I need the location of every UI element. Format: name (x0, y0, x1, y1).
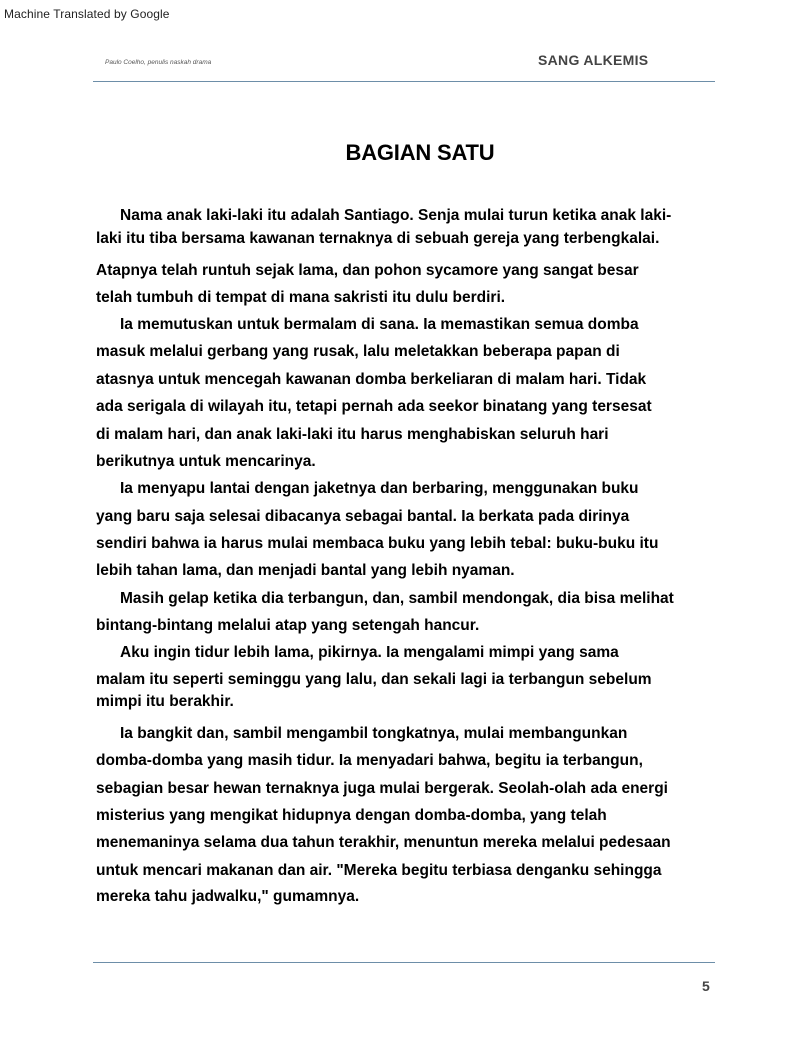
text-line: masuk melalui gerbang yang rusak, lalu meletakkan beberapa papan di (96, 343, 620, 360)
footer-rule (93, 962, 715, 963)
text-line: atasnya untuk mencegah kawanan domba berkeliaran di malam hari. Tidak (96, 371, 647, 388)
text-line: berikutnya untuk mencarinya. (96, 453, 316, 470)
header-rule (93, 81, 715, 82)
text-line: ada serigala di wilayah itu, tetapi pernah ada seekor binatang yang tersesat (96, 398, 652, 415)
text-line: malam itu seperti seminggu yang lalu, dan sekali lagi ia terbangun sebelum (96, 671, 652, 688)
text-line: Ia menyapu lantai dengan jaketnya dan berbaring, menggunakan buku (120, 480, 639, 497)
text-line: misterius yang mengikat hidupnya dengan domba-domba, yang telah (96, 807, 607, 824)
text-line: sendiri bahwa ia harus mulai membaca buku yang lebih tebal: buku-buku itu (96, 535, 659, 552)
text-line: di malam hari, dan anak laki-laki itu harus menghabiskan seluruh hari (96, 426, 609, 443)
text-line: sebagian besar hewan ternaknya juga mulai bergerak. Seolah-olah ada energi (96, 780, 668, 797)
text-line: mereka tahu jadwalku," gumamnya. (96, 888, 360, 905)
text-line: telah tumbuh di tempat di mana sakristi itu dulu berdiri. (96, 289, 506, 306)
text-line: menemaninya selama dua tahun terakhir, menuntun mereka melalui pedesaan (96, 834, 671, 851)
text-line: Ia bangkit dan, sambil mengambil tongkatnya, mulai membangunkan (120, 725, 628, 742)
text-line: yang baru saja selesai dibacanya sebagai bantal. Ia berkata pada dirinya (96, 508, 630, 525)
chapter-title: BAGIAN SATU (345, 140, 495, 165)
running-header-author: Paulo Coelho, penulis naskah drama (105, 59, 212, 66)
text-line: bintang-bintang melalui atap yang setengah hancur. (96, 617, 480, 634)
page-number: 5 (702, 978, 710, 994)
running-header-title: SANG ALKEMIS (538, 52, 649, 68)
text-line: mimpi itu berakhir. (96, 693, 234, 710)
text-line: Ia memutuskan untuk bermalam di sana. Ia memastikan semua domba (120, 316, 639, 333)
text-line: untuk mencari makanan dan air. "Mereka begitu terbiasa denganku sehingga (96, 862, 662, 879)
text-line: domba-domba yang masih tidur. Ia menyadari bahwa, begitu ia terbangun, (96, 752, 643, 769)
text-line: lebih tahan lama, dan menjadi bantal yang lebih nyaman. (96, 562, 515, 579)
text-line: Aku ingin tidur lebih lama, pikirnya. Ia mengalami mimpi yang sama (120, 644, 619, 661)
text-line: Masih gelap ketika dia terbangun, dan, sambil mendongak, dia bisa melihat (120, 590, 674, 607)
text-line: Atapnya telah runtuh sejak lama, dan pohon sycamore yang sangat besar (96, 262, 639, 279)
text-line: laki itu tiba bersama kawanan ternaknya di sebuah gereja yang terbengkalai. (96, 230, 660, 247)
machine-translation-banner: Machine Translated by Google (4, 7, 170, 21)
text-line: Nama anak laki-laki itu adalah Santiago. Senja mulai turun ketika anak laki- (120, 207, 672, 224)
